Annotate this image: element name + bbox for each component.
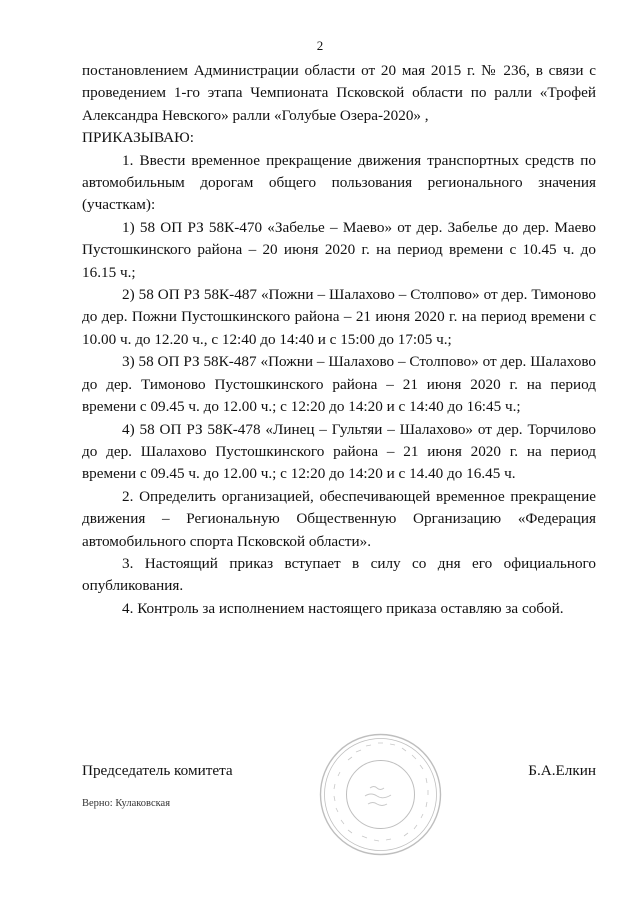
page-number: 2	[316, 38, 324, 53]
clause-3: 3. Настоящий приказ вступает в силу со дня его официального опубликования.	[82, 554, 596, 595]
road-item-1: 1) 58 ОП РЗ 58К-470 «Забелье – Маево» от дер. Забелье до дер. Маево Пустошкинского района – 20 июня 2020 г. на период времени с 10.45 ч. до 16.15 ч.;	[82, 218, 596, 281]
intro-paragraph: постановлением Администрации области от 20 мая 2015 г. № 236, в связи с проведением 1-го этапа Чемпионата Псковской области по ралли «Трофей Александра Невского» ралли «Голубые Озера-2020» ,	[82, 62, 596, 124]
road-item-3: 3) 58 ОП РЗ 58К-487 «Пожни – Шалахово – Столпово» от дер. Шалахово до дер. Тимоново Пустошкинского района – 21 июня 2020 г. на период времени с 09.45 ч. до 12.00 ч.; с 12:20 до 14:20 и с 14:40 до 16:45 ч.;	[82, 353, 596, 416]
road-item-2: 2) 58 ОП РЗ 58К-487 «Пожни – Шалахово – Столпово» от дер. Тимоново до дер. Пожни Пустошкинского района – 21 июня 2020 г. на период времени с 10.00 ч. до 12.20 ч., с 12:40 до 14:40 и с 15:00 до 17:05 ч.;	[82, 286, 596, 348]
clause-1: 1. Ввести временное прекращение движения транспортных средств по автомобильным дорогам общего пользования регионального значения (участкам):	[82, 151, 596, 214]
verified-note: Верно: Кулаковская	[82, 798, 171, 809]
clause-2: 2. Определить организацией, обеспечивающей временное прекращение движения – Региональную Общественную Организацию «Федерация автомобильного спорта Псковской области».	[82, 487, 596, 550]
order-body	[82, 60, 596, 620]
signer-title: Председатель комитета	[82, 762, 233, 779]
order-keyword: ПРИКАЗЫВАЮ:	[82, 129, 194, 147]
road-item-4: 4) 58 ОП РЗ 58К-478 «Линец – Гультяи – Шалахово» от дер. Торчилово до дер. Шалахово Пустошкинского района – 21 июня 2020 г. на период времени с 09.45 ч. до 12.00 ч.; с 12:20 до 14:20 и с 14.40 до 16.45 ч.	[82, 420, 596, 483]
signer-name: Б.А.Елкин	[528, 762, 596, 779]
official-stamp-icon	[318, 732, 443, 857]
clause-4: 4. Контроль за исполнением настоящего приказа оставляю за собой.	[122, 599, 564, 617]
